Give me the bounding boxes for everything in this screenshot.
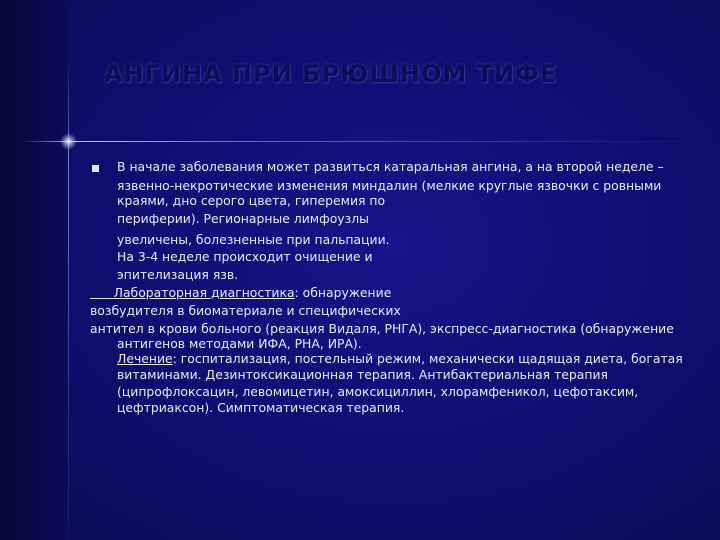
lab-diagnostics-line [90,285,391,300]
body-line-5: увеличены, болезненные при пальпации. [117,232,390,247]
treatment-line-3: (ципрофлоксацин, левомицетин, амоксициллин, хлорамфеникол, цефотаксим, [117,384,639,399]
body-line-6: На 3-4 неделе происходит очищение и [117,249,373,264]
treatment-line-4: цефтриаксон). Симптоматическая терапия. [117,400,405,415]
body-line-1: В начале заболевания может развиться катаральная ангина, а на второй неделе – [117,159,664,174]
lab-line-4: антигенов методами ИФА, РНА, ИРА). [117,336,362,351]
left-decorative-band [0,0,68,540]
treatment-heading: Лечение [117,351,173,366]
square-bullet-icon [92,165,99,172]
body-line-2: язвенно-некротические изменения миндалин (мелкие круглые язвочки с ровными [117,178,662,193]
lab-diagnostics-heading: Лабораторная диагностика [113,285,295,300]
lab-line-3: антител в крови больного (реакция Видаля, РНГА), экспресс-диагностика (обнаружение [90,321,674,336]
slide-title: АНГИНА ПРИ БРЮШНОМ ТИФЕ [104,60,558,88]
body-line-4: периферии). Регионарные лимфоузлы [117,211,369,226]
treatment-line [117,351,683,366]
vertical-accent-line [68,60,69,540]
lab-diagnostics-text: : обнаружение [294,285,392,300]
horizontal-accent-line [20,141,720,142]
lab-line-2: возбудителя в биоматериале и специфических [90,303,401,318]
lab-indent-underline [90,285,114,300]
body-line-3: краями, дно серого цвета, гиперемия по [117,193,386,208]
treatment-text: : госпитализация, постельный режим, механически щадящая диета, богатая [172,351,683,366]
body-line-7: эпителизация язв. [117,267,239,282]
treatment-line-2: витаминами. Дезинтоксикационная терапия. Антибактериальная терапия [117,367,608,382]
sparkle-icon [60,133,77,150]
